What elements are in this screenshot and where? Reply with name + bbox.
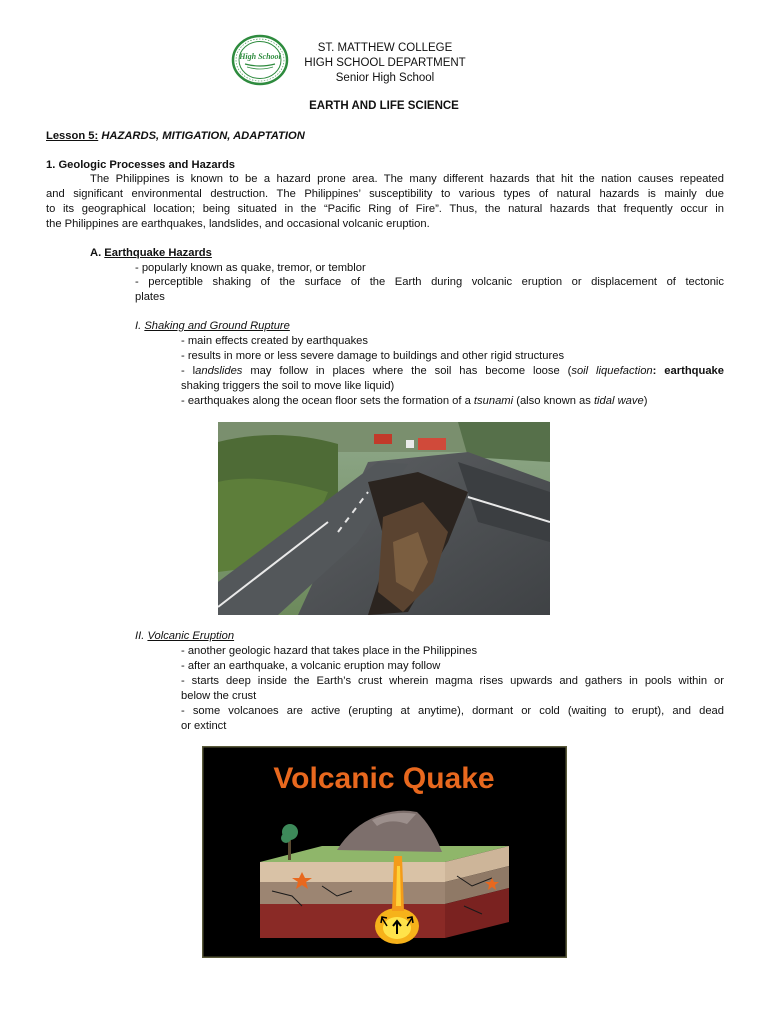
list-item: - results in more or less severe damage to buildings and other rigid structures <box>181 350 565 362</box>
intro-paragraph <box>46 172 724 232</box>
seal-text: High School <box>239 52 281 61</box>
earthquake-bullet <box>135 275 724 305</box>
shaking-title: Shaking and Ground Rupture <box>144 320 290 332</box>
paragraph-line: The Philippines is known to be a hazard prone area. The many different hazards that hit the nation causes repeated <box>90 173 724 185</box>
list-item: or extinct <box>181 720 227 732</box>
list-item: - main effects created by earthquakes <box>181 335 368 347</box>
earthquake-heading <box>90 246 212 261</box>
earthquake-bullet: - popularly known as quake, tremor, or temblor <box>135 262 366 274</box>
school-seal-logo <box>231 34 289 86</box>
department-name: HIGH SCHOOL DEPARTMENT <box>304 57 466 69</box>
shaking-prefix: I. <box>135 320 142 332</box>
volcanic-quake-diagram <box>202 746 567 958</box>
list-item: - after an earthquake, a volcanic eruption may follow <box>181 660 441 672</box>
list-item: below the crust <box>181 690 257 702</box>
cracked-road-photo <box>218 422 550 615</box>
volcanic-list <box>181 644 724 734</box>
bullet-line: plates <box>135 291 165 303</box>
paragraph-line: and significant environmental destruction. The Philippines’ susceptibility to various types of natural hazards is mainly due <box>46 188 724 200</box>
volcanic-prefix: II. <box>135 630 145 642</box>
school-level: Senior High School <box>335 72 435 84</box>
college-name: ST. MATTHEW COLLEGE <box>317 42 453 54</box>
paragraph-line: to its geographical location; being situated in the “Pacific Ring of Fire”. Thus, the natural hazards that frequently occur in <box>46 203 724 215</box>
lesson-heading <box>46 129 305 144</box>
lesson-title: HAZARDS, MITIGATION, ADAPTATION <box>101 130 305 142</box>
list-item: - landslides may follow in places where the soil has become loose (soil liquefaction: earthquake <box>181 365 725 377</box>
section-heading: 1. Geologic Processes and Hazards <box>46 159 236 171</box>
list-item: shaking triggers the soil to move like liquid) <box>181 380 395 392</box>
lesson-label: Lesson 5: <box>46 130 99 142</box>
earthquake-prefix: A. <box>90 247 102 259</box>
paragraph-line: the Philippines are earthquakes, landslides, and occasional volcanic eruption. <box>46 218 430 230</box>
shaking-heading <box>135 319 290 334</box>
subject-title: EARTH AND LIFE SCIENCE <box>309 100 459 112</box>
list-item: - starts deep inside the Earth’s crust wherein magma rises upwards and gathers in pools within or <box>181 675 724 687</box>
list-item: - earthquakes along the ocean floor sets the formation of a tsunami (also known as tidal wave) <box>181 395 648 407</box>
diagram-title: Volcanic Quake <box>273 762 495 795</box>
volcanic-title: Volcanic Eruption <box>147 630 235 642</box>
shaking-list <box>181 334 724 409</box>
bullet-line: - perceptible shaking of the surface of the Earth during volcanic eruption or displacement of tectonic <box>135 276 724 288</box>
list-item: - another geologic hazard that takes place in the Philippines <box>181 645 478 657</box>
list-item: - some volcanoes are active (erupting at anytime), dormant or cold (waiting to erupt), and dead <box>181 705 724 717</box>
earthquake-title: Earthquake Hazards <box>104 247 212 259</box>
volcanic-heading <box>135 629 234 644</box>
